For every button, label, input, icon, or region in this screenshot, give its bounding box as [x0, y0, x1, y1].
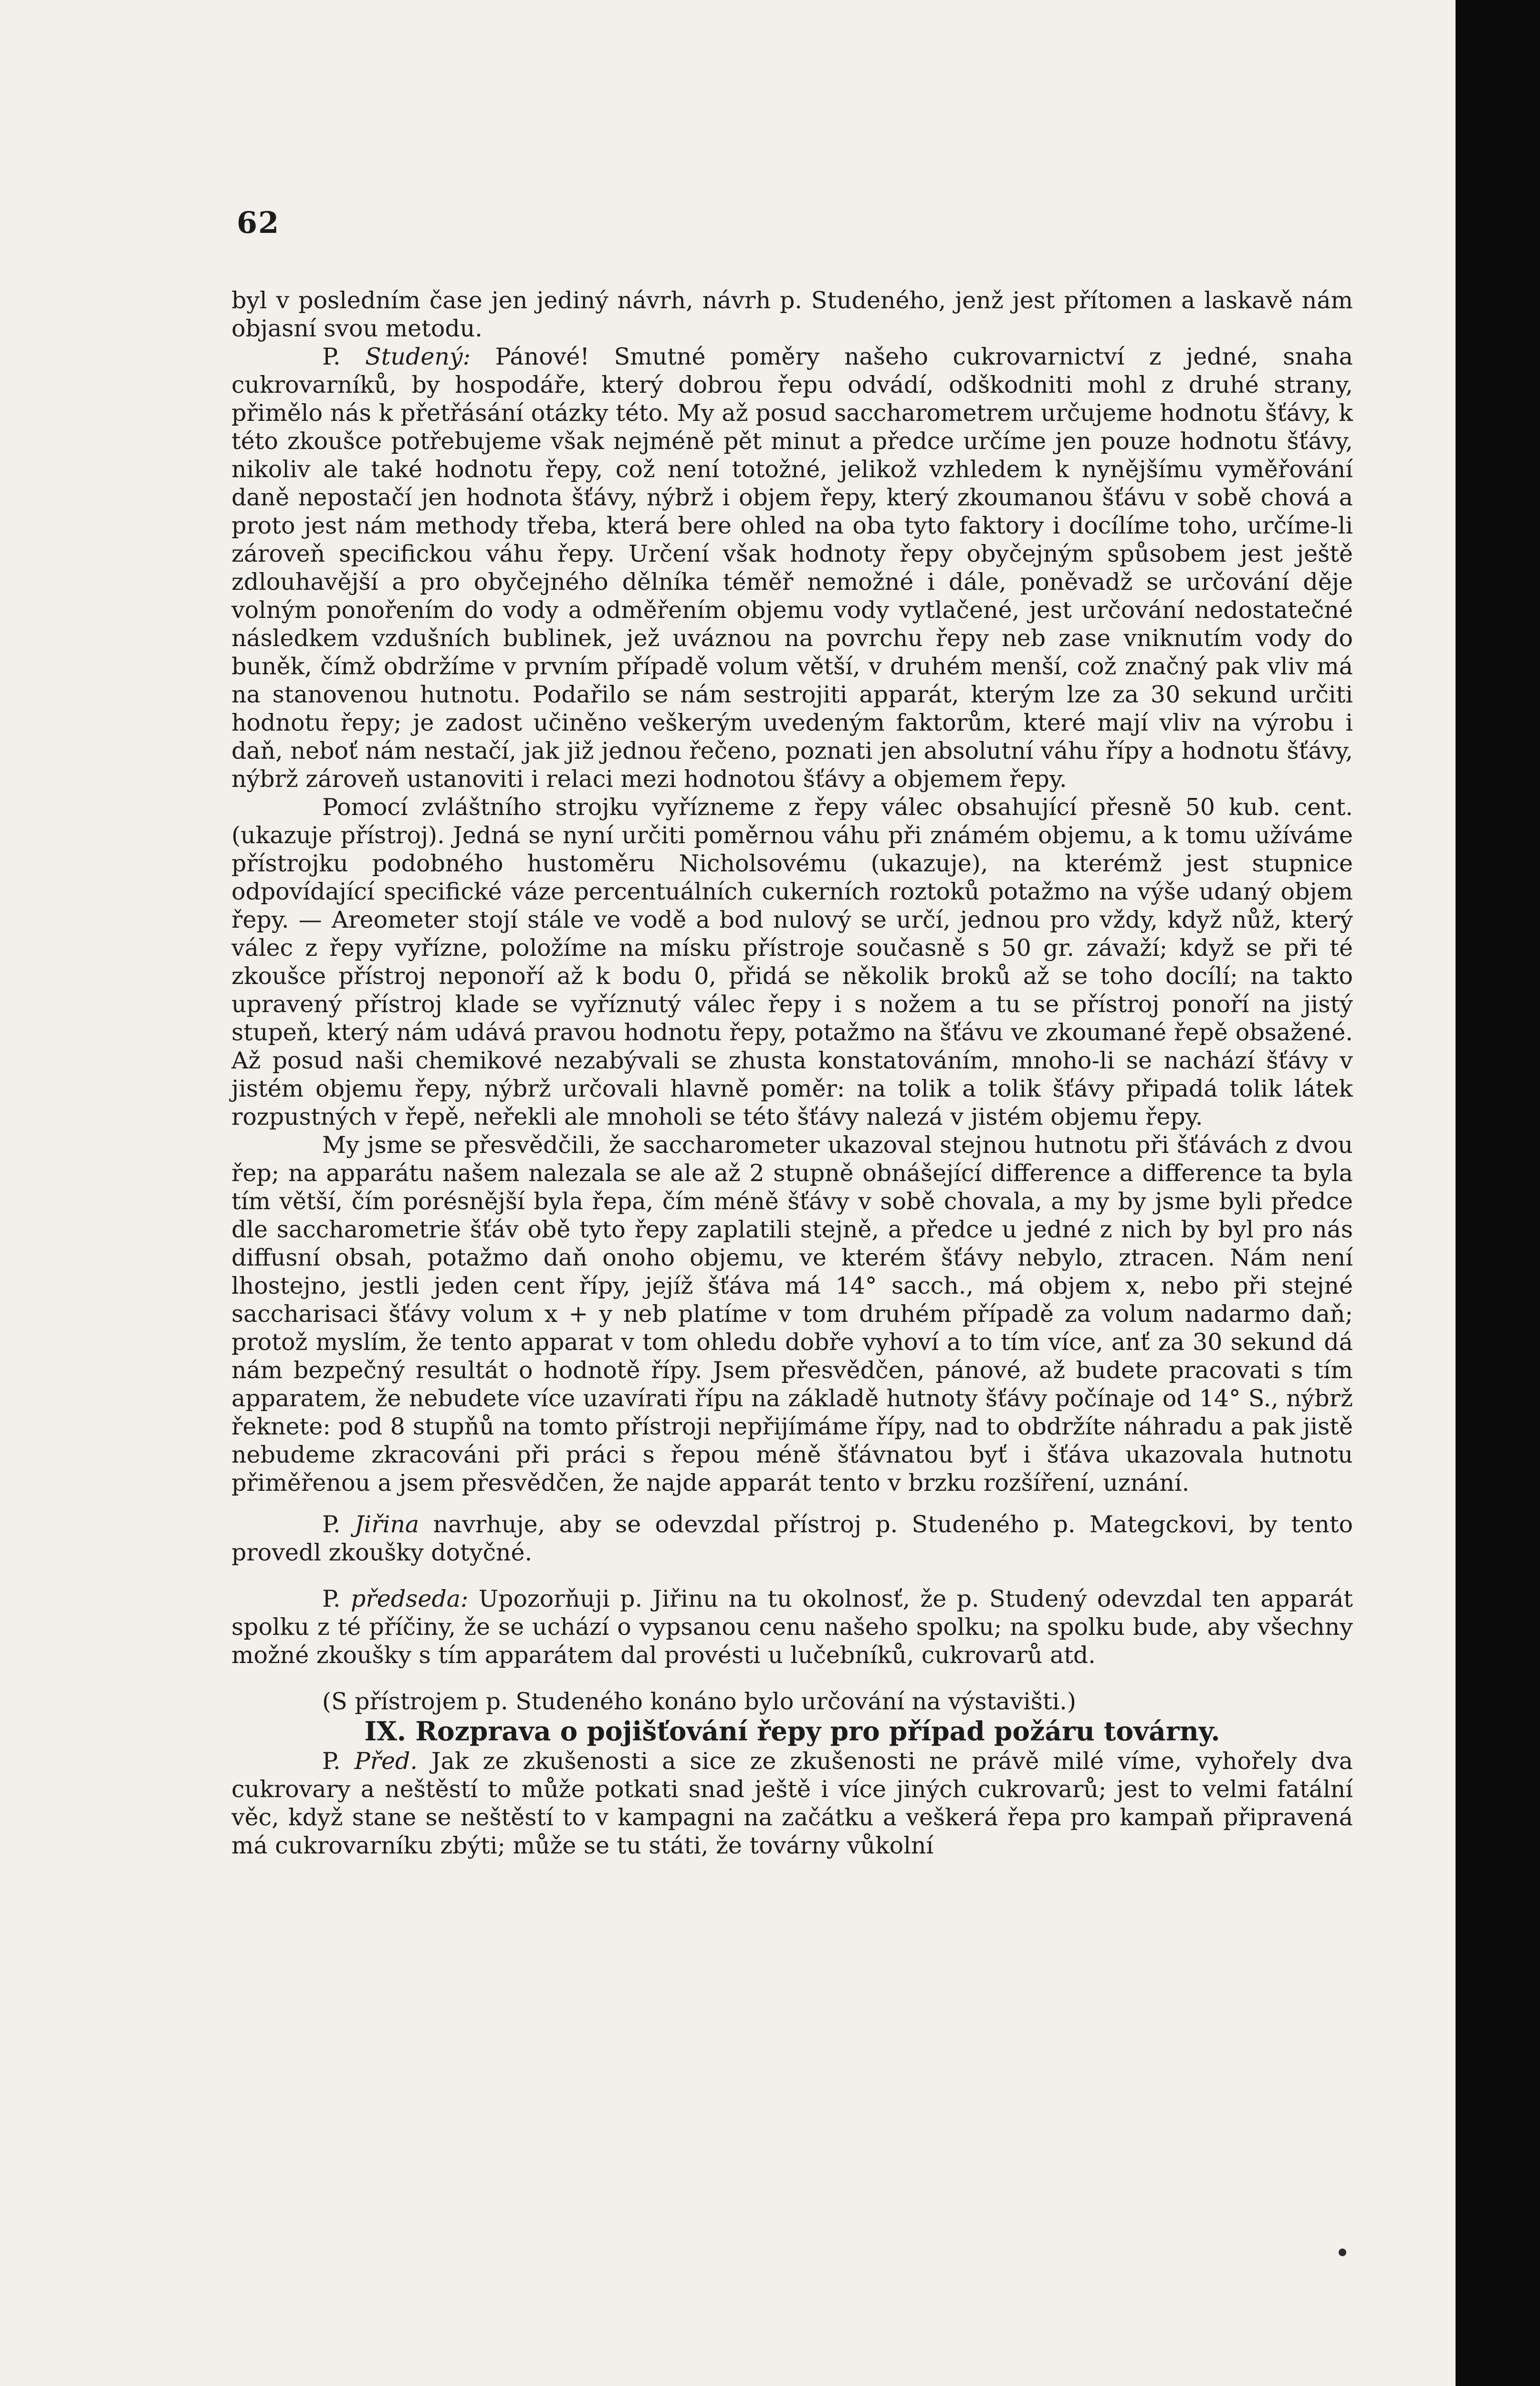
page-number: 62 — [237, 205, 280, 240]
section-heading: IX. Rozprava o pojišťování řepy pro případ požáru továrny. — [364, 1716, 1220, 1747]
scan-border — [1456, 0, 1540, 2386]
speaker-prefix: P. — [322, 343, 341, 370]
paragraph-8-text: Jak ze zkušenosti a sice ze zkušenosti ne právě milé víme, vyhořely dva cukrovary a neštěstí to může potkati snad ještě i více jiných cukrovarů; jest to velmi fatální věc, když stane se neštěstí to v kampagni na začátku a veškerá řepa pro kampaň připravená má cukrovarníku zbýti; může se tu státi, že továrny vůkolní — [231, 1748, 1353, 1859]
ink-spot — [1339, 2249, 1346, 2256]
paragraph-3: Pomocí zvláštního strojku vyřízneme z řepy válec obsahující přesně 50 kub. cent. (ukazuje přístroj). Jedná se nyní určiti poměrnou váhu při známém objemu, a k tomu užíváme přístrojku podobného hustoměru Nicholsovému (ukazuje), na kterémž jest stupnice odpovídající specifické váze percentuálních cukerních roztoků potažmo na výše udaný objem řepy. — Areometer stojí stále ve vodě a bod nulový se určí, jednou pro vždy, když nůž, který válec z řepy vyřízne, položíme na mísku přístroje současně s 50 gr. závaží; když se při té zkoušce přístroj neponoří až k bodu 0, přidá se několik broků až se toho docílí; na takto upravený přístroj klade se vyříznutý válec řepy i s nožem a tu se přístroj ponoří na jistý stupeň, který nám udává pravou hodnotu řepy, potažmo na šťávu ve zkoumané řepě obsažené. Až posud naši chemikové nezabývali se zhusta konstatováním, mnoho-li se nachází šťávy v jistém objemu řepy, nýbrž určovali hlavně poměr: na tolik a tolik šťávy připadá tolik látek rozpustných v řepě, neřekli ale mnoholi se této šťávy nalezá v jistém objemu řepy. — [231, 794, 1353, 1130]
paragraph-7: (S přístrojem p. Studeného konáno bylo určování na výstavišti.) — [322, 1688, 1076, 1715]
paragraph-5-text: navrhuje, aby se odevzdal přístroj p. Studeného p. Mategckovi, by tento provedl zkoušky dotyčné. — [231, 1511, 1353, 1566]
speaker-pred: Před. — [354, 1748, 418, 1775]
page-body — [231, 286, 1353, 1860]
paragraph-5 — [231, 1510, 1353, 1567]
paragraph-1: byl v posledním čase jen jediný návrh, návrh p. Studeného, jenž jest přítomen a laskavě nám objasní svou metodu. — [231, 287, 1353, 342]
speaker-predseda: předseda: — [351, 1585, 469, 1612]
paragraph-4: My jsme se přesvědčili, že saccharometer ukazoval stejnou hutnotu při šťávách z dvou řep; na apparátu našem nalezala se ale až 2 stupně obnášející difference a difference ta byla tím větší, čím porésnější byla řepa, čím méně šťávy v sobě chovala, a my by jsme byli předce dle saccharometrie šťáv obě tyto řepy zaplatili stejně, a předce u jedné z nich by byl pro nás diffusní obsah, potažmo daň onoho objemu, ve kterém šťávy nebylo, ztracen. Nám není lhostejno, jestli jeden cent řípy, jejíž šťáva má 14° sacch., má objem x, nebo při stejné saccharisaci šťávy volum x + y neb platíme v tom druhém případě za volum nadarmo daň; protož myslím, že tento apparat v tom ohledu dobře vyhoví a to tím více, anť za 30 sekund dá nám bezpečný resultát o hodnotě řípy. Jsem přesvědčen, pánové, až budete pracovati s tím apparatem, že nebudete více uzavírati řípu na základě hutnoty šťávy počínaje od 14° S., nýbrž řeknete: pod 8 stupňů na tomto přístroji nepřijímáme řípy, nad to obdržíte náhradu a pak jistě nebudeme zkracováni při práci s řepou méně šťávnatou byť i šťáva ukazovala hutnotu přiměřenou a jsem přesvědčen, že najde apparát tento v brzku rozšíření, uznání. — [231, 1131, 1353, 1496]
paragraph-2-text: Pánové! Smutné poměry našeho cukrovarnictví z jedné, snaha cukrovarníků, by hospodáře, který dobrou řepu odvádí, odškodniti mohl z druhé strany, přimělo nás k přetřásání otázky této. My až posud saccharometrem určujeme hodnotu šťávy, k této zkoušce potřebujeme však nejméně pět minut a předce určíme jen pouze hodnotu šťávy, nikoliv ale také hodnotu řepy, což není totožné, jelikož vzhledem k nynějšímu vyměřování daně nepostačí jen hodnota šťávy, nýbrž i objem řepy, který zkoumanou šťávu v sobě chová a proto jest nám methody třeba, která bere ohled na oba tyto faktory i docílíme toho, určíme-li zároveň specifickou váhu řepy. Určení však hodnoty řepy obyčejným spůsobem jest ještě zdlouhavější a pro obyčejného dělníka téměř nemožné i dále, poněvadž se určování děje volným ponořením do vody a odměřením objemu vody vytlačené, jest určování nedostatečné následkem vzdušních bublinek, jež uváznou na povrchu řepy neb zase vniknutím vody do buněk, čímž obdržíme v prvním případě volum větší, v druhém menší, což značný pak vliv má na stanovenou hutnotu. Podařilo se nám sestrojiti apparát, kterým lze za 30 sekund určiti hodnotu řepy; je zadost učiněno veškerým uvedeným faktorům, které mají vliv na výrobu i daň, neboť nám nestačí, jak již jednou řečeno, poznati jen absolutní váhu řípy a hodnotu šťávy, nýbrž zároveň ustanoviti i relaci mezi hodnotou šťávy a objemem řepy. — [231, 343, 1353, 793]
paragraph-6-text: Upozorňuji p. Jiřinu na tu okolnosť, že p. Studený odevzdal ten apparát spolku z té příčiny, že se uchází o vypsanou cenu našeho spolku; na spolku bude, aby všechny možné zkoušky s tím apparátem dal provésti u lučebníků, cukrovarů atd. — [231, 1585, 1353, 1669]
speaker-prefix: P. — [322, 1748, 341, 1775]
paragraph-2 — [231, 343, 1353, 793]
speaker-prefix: P. — [322, 1511, 341, 1538]
paragraph-8 — [231, 1747, 1353, 1860]
paragraph-6 — [231, 1585, 1353, 1669]
speaker-jirina: Jiřina — [354, 1511, 419, 1538]
speaker-studeny: Studený: — [365, 343, 471, 370]
speaker-prefix: P. — [322, 1585, 341, 1612]
